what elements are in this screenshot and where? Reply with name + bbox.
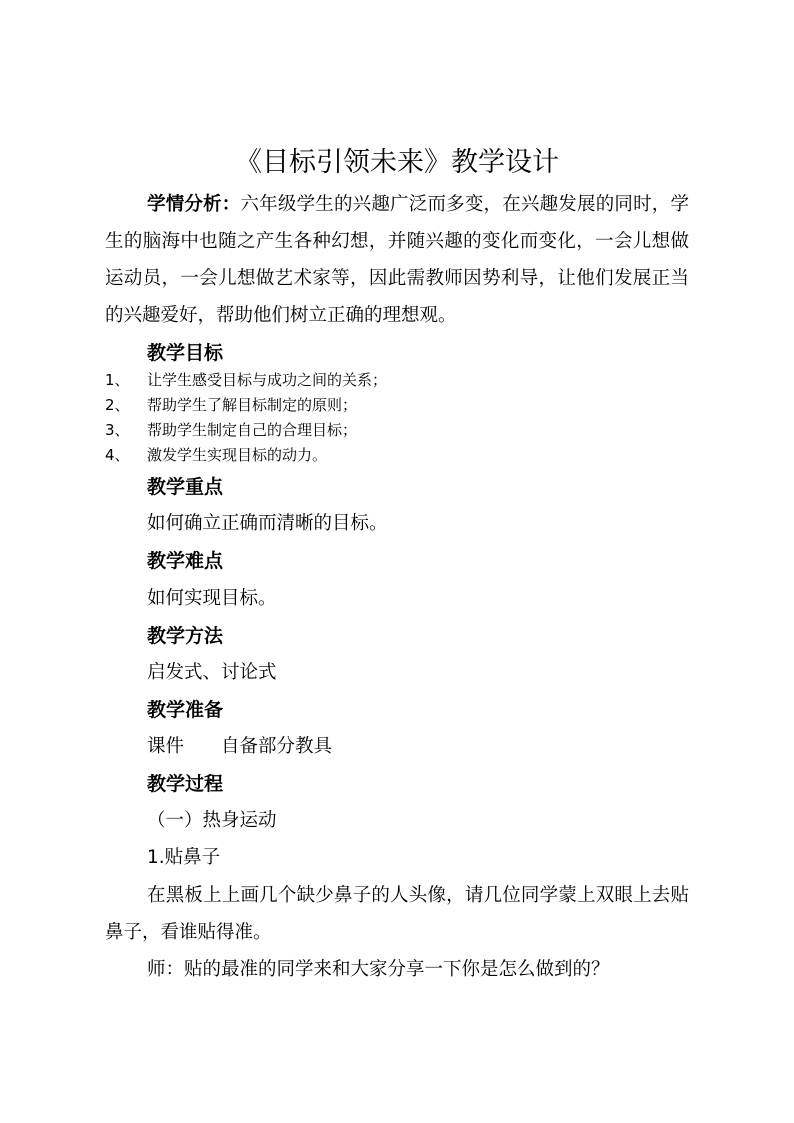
list-item-number: 1、 — [105, 371, 130, 389]
objectives-heading: 教学目标 — [147, 342, 224, 364]
difficulty-text: 如何实现目标。 — [147, 588, 277, 609]
key-point-text: 如何确立正确而清晰的目标。 — [147, 513, 388, 534]
analysis-text: 六年级学生的兴趣广泛而多变，在兴趣发展的同时，学生的脑海中也随之产生各种幻想，并随兴趣的变化而变化，一会儿想做运动员，一会儿想做艺术家等，因此需教师因势利导，让他们发展正当的兴趣爱好，帮助他们树立正确的理想观。 — [105, 194, 689, 326]
list-item — [105, 418, 387, 443]
teacher-question: 师：贴的最准的同学来和大家分享一下你是怎么做到的？ — [147, 959, 610, 980]
analysis-label: 学情分析： — [147, 194, 241, 215]
list-item-text: 帮助学生制定自己的合理目标； — [147, 421, 358, 439]
list-item-number: 4、 — [105, 446, 130, 464]
list-item-text: 帮助学生了解目标制定的原则； — [147, 396, 358, 414]
key-point-heading: 教学重点 — [147, 476, 224, 498]
method-heading: 教学方法 — [147, 625, 224, 647]
preparation-heading: 教学准备 — [147, 699, 224, 721]
difficulty-heading: 教学难点 — [147, 550, 224, 572]
process-activity: 1.贴鼻子 — [147, 847, 221, 868]
process-description: 在黑板上上画几个缺少鼻子的人头像，请几位同学蒙上双眼上去贴鼻子，看谁贴得准。 — [105, 885, 689, 943]
preparation-text: 课件 自备部分教具 — [147, 736, 333, 757]
list-item-text: 让学生感受目标与成功之间的关系； — [147, 371, 388, 389]
objectives-list — [105, 368, 387, 468]
document-title: 《目标引领未来》教学设计 — [235, 147, 559, 178]
list-item-number: 2、 — [105, 396, 130, 414]
list-item-text: 激发学生实现目标的动力。 — [147, 446, 328, 464]
list-item — [105, 368, 387, 393]
list-item — [105, 443, 387, 468]
process-heading: 教学过程 — [147, 773, 224, 795]
list-item — [105, 393, 387, 418]
process-section: （一）热身运动 — [147, 810, 277, 831]
list-item-number: 3、 — [105, 421, 130, 439]
analysis-paragraph — [105, 186, 689, 334]
method-text: 启发式、讨论式 — [147, 662, 277, 683]
